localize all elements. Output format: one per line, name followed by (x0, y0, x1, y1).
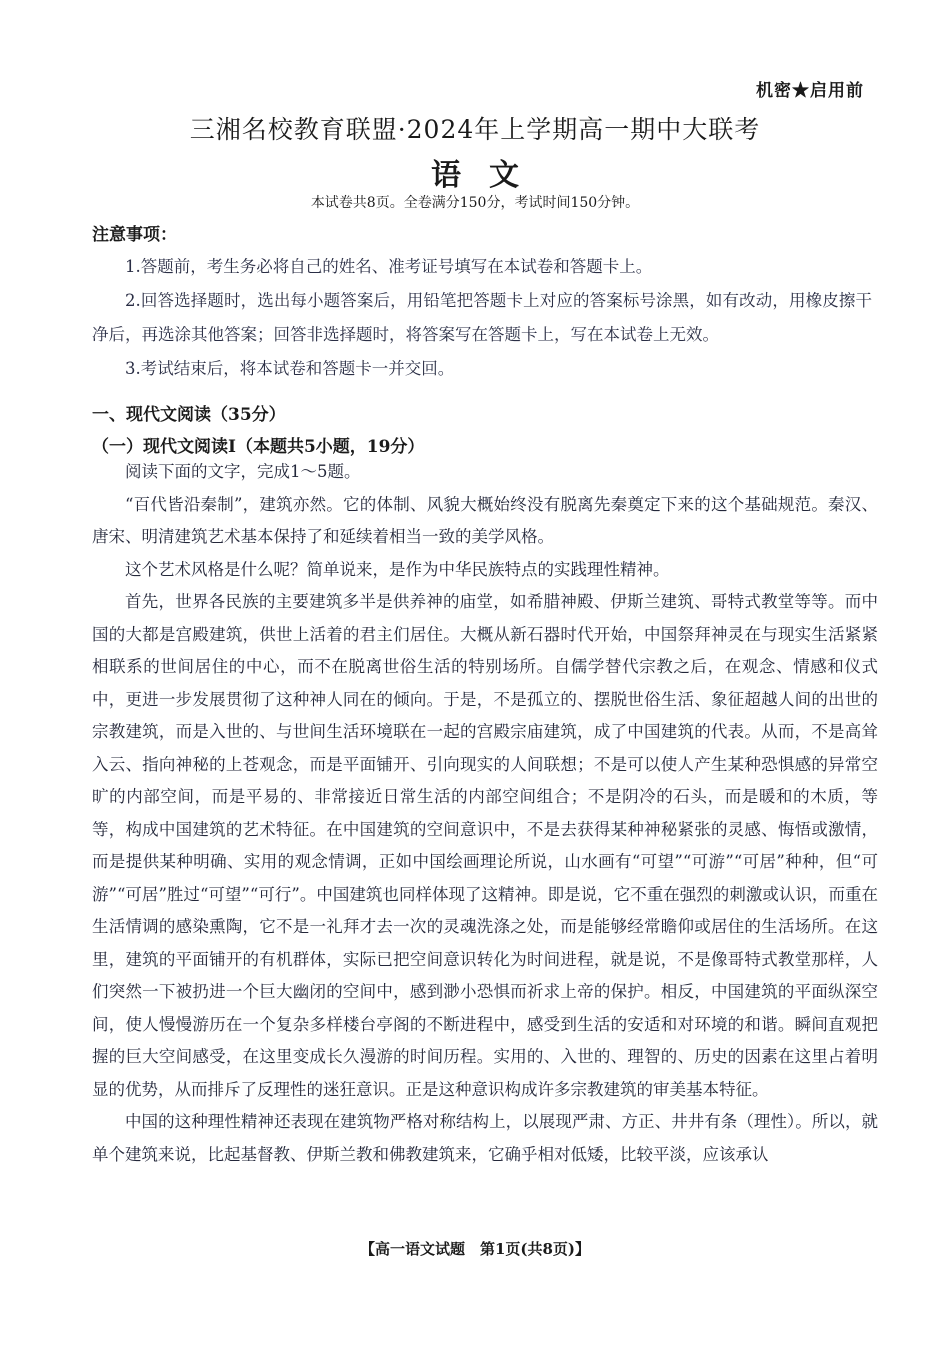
notice-list (92, 250, 872, 386)
subject-title: 语文 (431, 158, 547, 193)
notice-item: 2.回答选择题时，选出每小题答案后，用铅笔把答题卡上对应的答案标号涂黑，如有改动，用橡皮擦干净后，再选涂其他答案；回答非选择题时，将答案写在答题卡上，写在本试卷上无效。 (92, 291, 872, 344)
exam-title: 三湘名校教育联盟·2024年上学期高一期中大联考 (189, 115, 761, 144)
confidential-label: 机密★启用前 (756, 81, 864, 101)
subsection-title: （一）现代文阅读Ⅰ（本题共5小题，19分） (92, 437, 425, 457)
passage-paragraph: 首先，世界各民族的主要建筑多半是供养神的庙堂，如希腊神殿、伊斯兰建筑、哥特式教堂等等。而中国的大都是宫殿建筑，供世上活着的君主们居住。大概从新石器时代开始，中国祭拜神灵在与现实生活紧紧相联系的世间居住的中心，而不在脱离世俗生活的特别场所。自儒学替代宗教之后，在观念、情感和仪式中，更进一步发展贯彻了这种神人同在的倾向。于是，不是孤立的、摆脱世俗生活、象征超越人间的出世的宗教建筑，而是入世的、与世间生活环境联在一起的宫殿宗庙建筑，成了中国建筑的代表。从而，不是高耸入云、指向神秘的上苍观念，而是平面铺开、引向现实的人间联想；不是可以使人产生某种恐惧感的异常空旷的内部空间，而是平易的、非常接近日常生活的内部空间组合；不是阴冷的石头，而是暖和的木质，等等，构成中国建筑的艺术特征。在中国建筑的空间意识中，不是去获得某种神秘紧张的灵感、悔悟或激情，而是提供某种明确、实用的观念情调，正如中国绘画理论所说，山水画有“可望”“可游”“可居”种种，但“可游”“可居”胜过“可望”“可行”。中国建筑也同样体现了这精神。即是说，它不重在强烈的刺激或认识，而重在生活情调的感染熏陶，它不是一礼拜才去一次的灵魂洗涤之处，而是能够经常瞻仰或居住的生活场所。在这里，建筑的平面铺开的有机群体，实际已把空间意识转化为时间进程，就是说，不是像哥特式教堂那样，人们突然一下被扔进一个巨大幽闭的空间中，感到渺小恐惧而祈求上帝的保护。相反，中国建筑的平面纵深空间，使人慢慢游历在一个复杂多样楼台亭阁的不断进程中，感受到生活的安适和对环境的和谐。瞬间直观把握的巨大空间感受，在这里变成长久漫游的时间历程。实用的、入世的、理智的、历史的因素在这里占着明显的优势，从而排斥了反理性的迷狂意识。正是这种意识构成许多宗教建筑的审美基本特征。 (92, 592, 878, 1099)
notice-item: 3.考试结束后，将本试卷和答题卡一并交回。 (125, 359, 455, 378)
instruction-paragraph: 阅读下面的文字，完成1～5题。 (125, 462, 361, 481)
passage-paragraph: 这个艺术风格是什么呢？简单说来，是作为中华民族特点的实践理性精神。 (125, 559, 670, 579)
passage-paragraph: “百代皆沿秦制”，建筑亦然。它的体制、风貌大概始终没有脱离先秦奠定下来的这个基础规范。秦汉、唐宋、明清建筑艺术基本保持了和延续着相当一致的美学风格。 (92, 494, 878, 546)
section-title: 一、现代文阅读（35分） (92, 405, 286, 425)
page-footer: 【高一语文试题 第1页(共8页)】 (359, 1240, 591, 1258)
reading-passage (92, 456, 878, 1171)
passage-paragraph: 中国的这种理性精神还表现在建筑物严格对称结构上，以展现严肃、方正、井井有条（理性）。所以，就单个建筑来说，比起基督教、伊斯兰教和佛教建筑来，它确乎相对低矮，比较平淡，应该承认 (92, 1112, 878, 1164)
notice-heading: 注意事项： (92, 225, 177, 245)
exam-info: 本试卷共8页。全卷满分150分，考试时间150分钟。 (310, 195, 640, 211)
notice-item: 1.答题前，考生务必将自己的姓名、准考证号填写在本试卷和答题卡上。 (125, 257, 653, 276)
